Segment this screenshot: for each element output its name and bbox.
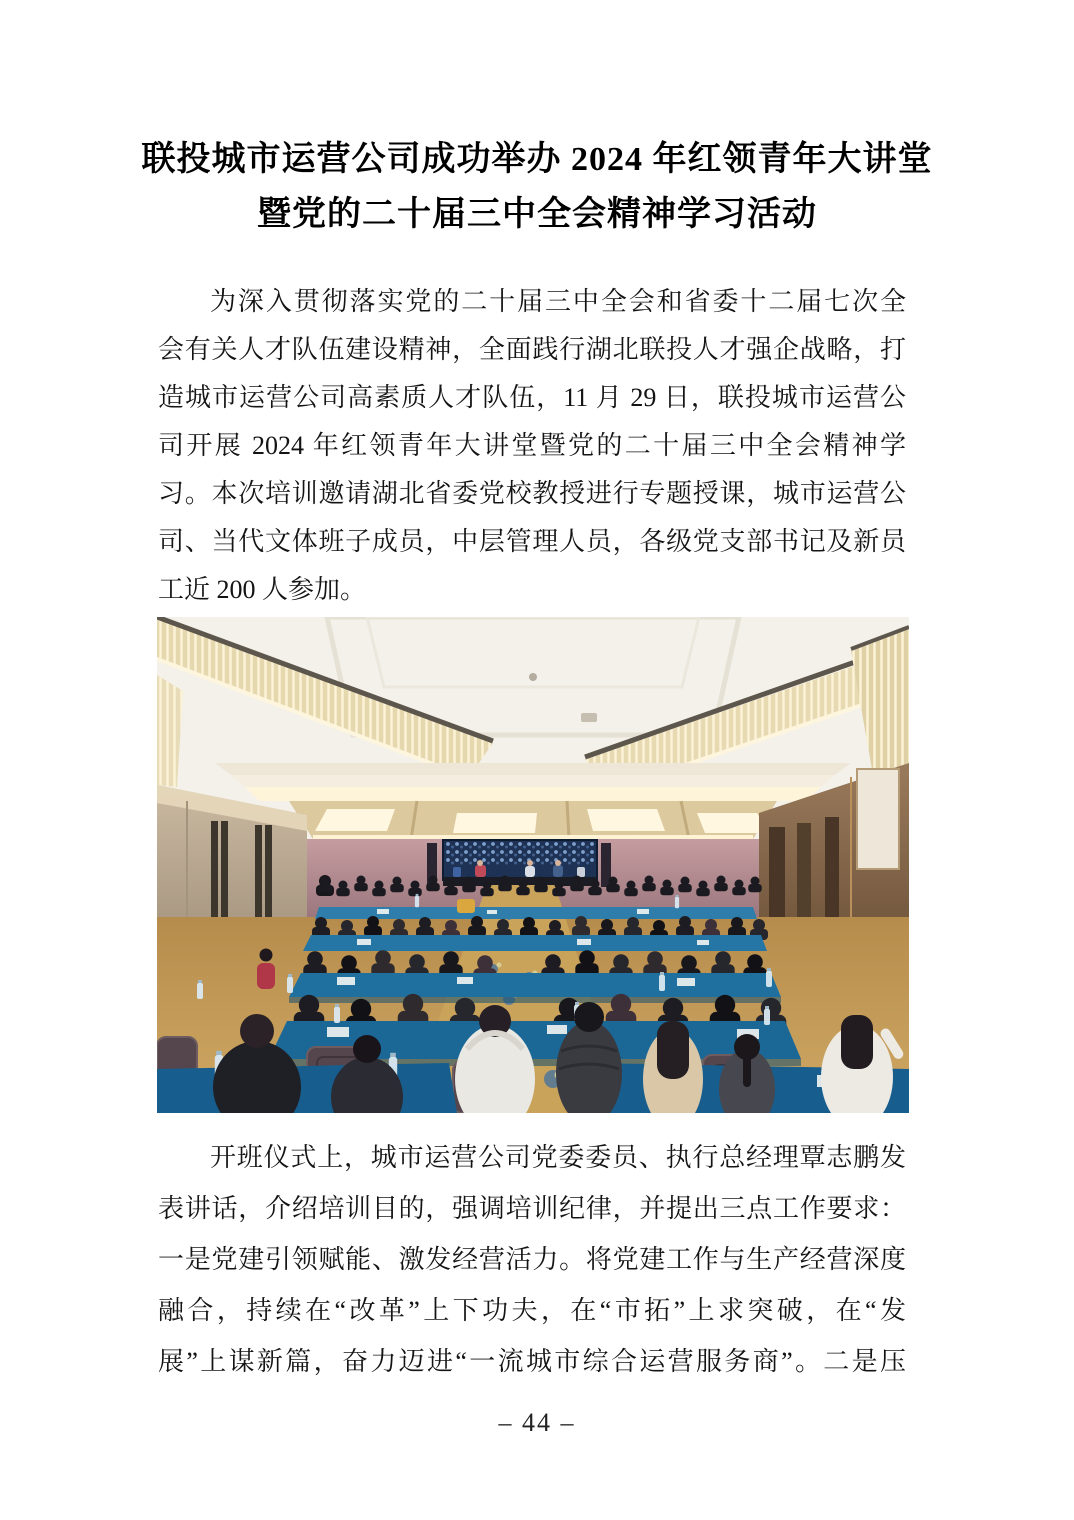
text-line: 司、当代文体班子成员，中层管理人员，各级党支部书记及新员 [158, 527, 906, 556]
text-line: 习。本次培训邀请湖北省委党校教授进行专题授课，城市运营公 [158, 479, 906, 508]
paragraph-ceremony [158, 1132, 906, 1387]
text-line: 开班仪式上，城市运营公司党委委员、执行总经理覃志鹏发 [210, 1143, 906, 1172]
text-line: 会有关人才队伍建设精神，全面践行湖北联投人才强企战略，打 [158, 335, 906, 364]
text-line: 融合，持续在“改革”上下功夫，在“市拓”上求突破，在“发 [158, 1296, 906, 1325]
conference-photo [157, 617, 909, 1113]
title-line-1: 联投城市运营公司成功举办 2024 年红领青年大讲堂 [141, 141, 933, 178]
paragraph-intro [158, 278, 906, 614]
text-line: 工近 200 人参加。 [158, 575, 367, 604]
text-line: 一是党建引领赋能、激发经营活力。将党建工作与生产经营深度 [158, 1245, 906, 1274]
page-number: – 44 – [498, 1408, 576, 1437]
text-line: 司开展 2024 年红领青年大讲堂暨党的二十届三中全会精神学 [158, 431, 906, 460]
page-title [0, 132, 1074, 242]
text-line: 造城市运营公司高素质人才队伍，11 月 29 日，联投城市运营公 [158, 383, 906, 412]
text-line: 表讲话，介绍培训目的，强调培训纪律，并提出三点工作要求： [158, 1194, 906, 1223]
text-line: 展”上谋新篇，奋力迈进“一流城市综合运营服务商”。二是压 [158, 1347, 906, 1376]
title-line-2: 暨党的二十届三中全会精神学习活动 [257, 196, 817, 233]
text-line: 为深入贯彻落实党的二十届三中全会和省委十二届七次全 [210, 287, 906, 316]
